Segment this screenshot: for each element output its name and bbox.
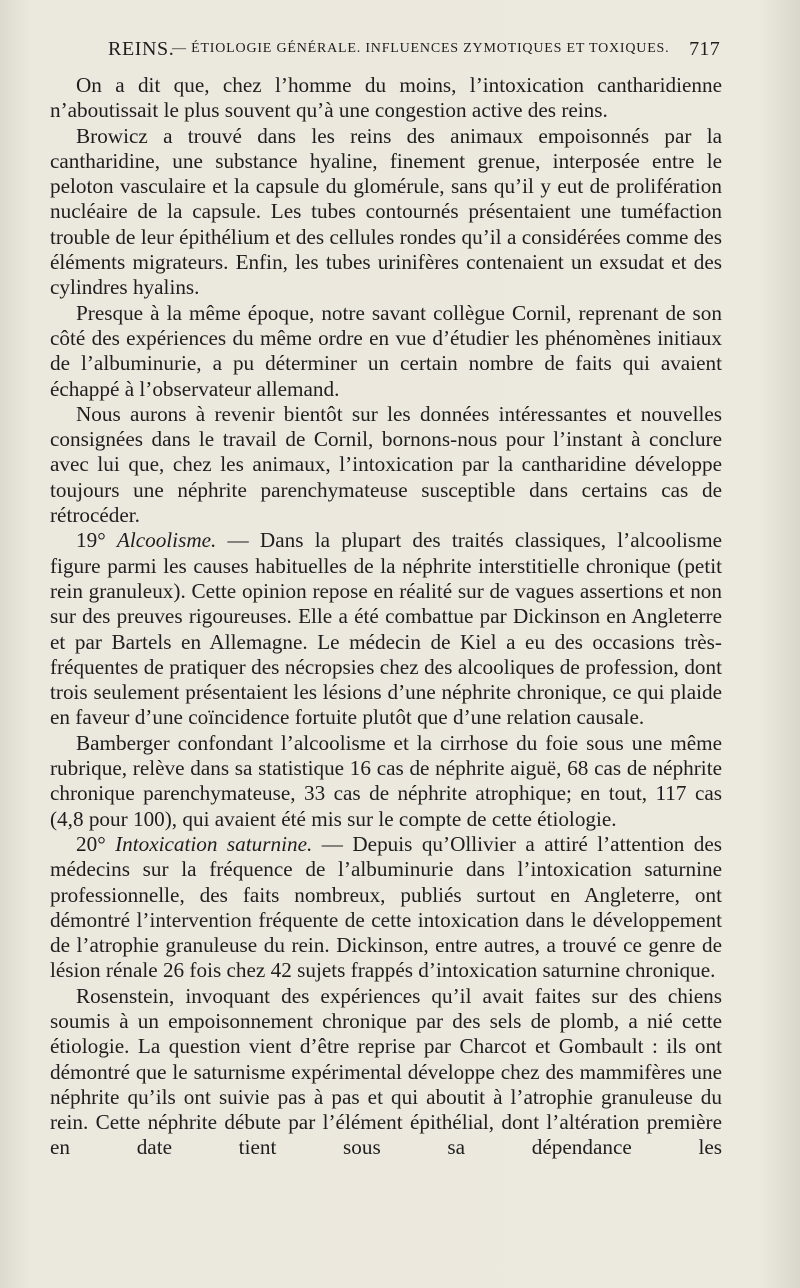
paragraph-text: — Depuis qu’Ollivier a attiré l’attention des médecins sur la fréquence de l’albuminurie dans l’intoxication saturnine professionnelle, des faits nombreux, publiés surtout en Angleterre, ont démontré l’intervention fréquente de cette intoxication dans le développement de l’atrophie granuleuse du rein. Dickinson, entre autres, a trouvé ce genre de lésion rénale 26 fois chez 42 sujets frappés d’intoxication saturnine chronique. [50, 831, 722, 983]
paragraph: Bamberger confondant l’alcoolisme et la cirrhose du foie sous une même rubrique, relève dans sa statistique 16 cas de néphrite aiguë, 68 cas de néphrite chronique parenchymateuse, 33 cas de néphrite atrophique; en tout, 117 cas (4,8 pour 100), qui avaient été mis sur le compte de cette étiologie. [50, 730, 722, 831]
running-head-title: REINS. [108, 38, 175, 60]
page-body [50, 73, 722, 1161]
section-number: 19° [76, 528, 117, 553]
section-number: 20° [76, 831, 116, 856]
paragraph: Presque à la même époque, notre savant collègue Cornil, reprenant de son côté des expériences du même ordre en vue d’étudier les phénomènes initiaux de l’albuminurie, a pu déterminer un certain nombre de faits qui avaient échappé à l’observateur allemand. [50, 300, 722, 401]
paragraph-text: — Dans la plupart des traités classiques, l’alcoolisme figure parmi les causes habituelles de la néphrite interstitielle chronique (petit rein granuleux). Cette opinion repose en réalité sur de vagues assertions et non sur des preuves rigoureuses. Elle a été combattue par Dickinson en Angleterre et par Bartels en Allemagne. Le médecin de Kiel a eu des occasions très-fréquentes de pratiquer des nécropsies chez des alcooliques de profession, dont trois seulement présentaient les lésions d’une néphrite chronique, ce qui plaide en faveur d’une coïncidence fortuite plutôt que d’une relation causale. [50, 528, 722, 730]
section-paragraph-alcoolisme [50, 528, 722, 730]
running-head-subtitle: — ÉTIOLOGIE GÉNÉRALE. INFLUENCES ZYMOTIQUES ET TOXIQUES. [172, 41, 670, 56]
paragraph: Rosenstein, invoquant des expériences qu’il avait faites sur des chiens soumis à un empoisonnement chronique par des sels de plomb, a nié cette étiologie. La question vient d’être reprise par Charcot et Gombault : ils ont démontré que le saturnisme expérimental développe chez des mammifères une néphrite qu’ils ont suivie pas à pas et qui aboutit à l’atrophie granuleuse du rein. Cette néphrite débute par l’élément épithélial, dont l’altération première en date tient sous sa dépendance les [50, 983, 722, 1160]
paragraph: Nous aurons à revenir bientôt sur les données intéressantes et nouvelles consignées dans le travail de Cornil, bornons-nous pour l’instant à conclure avec lui que, chez les animaux, l’intoxication par la cantharidine développe toujours une néphrite parenchymateuse susceptible dans certains cas de rétrocéder. [50, 401, 722, 528]
section-heading: Intoxication saturnine. [115, 831, 313, 856]
page-number: 717 [689, 38, 720, 60]
running-header [108, 38, 720, 64]
paragraph: On a dit que, chez l’homme du moins, l’intoxication cantharidienne n’aboutissait le plus souvent qu’à une congestion active des reins. [50, 73, 722, 123]
section-heading: Alcoolisme. [116, 528, 217, 553]
section-paragraph-saturnine [50, 832, 722, 984]
paragraph: Browicz a trouvé dans les reins des animaux empoisonnés par la cantharidine, une substance hyaline, finement grenue, interposée entre le peloton vasculaire et la capsule du glomérule, sans qu’il y eut de prolifération nucléaire de la capsule. Les tubes contournés présentaient une tuméfaction trouble de leur épithélium et des cellules rondes qu’il a considérées comme des éléments migrateurs. Enfin, les tubes urinifères contenaient un exsudat et des cylindres hyalins. [50, 123, 722, 300]
